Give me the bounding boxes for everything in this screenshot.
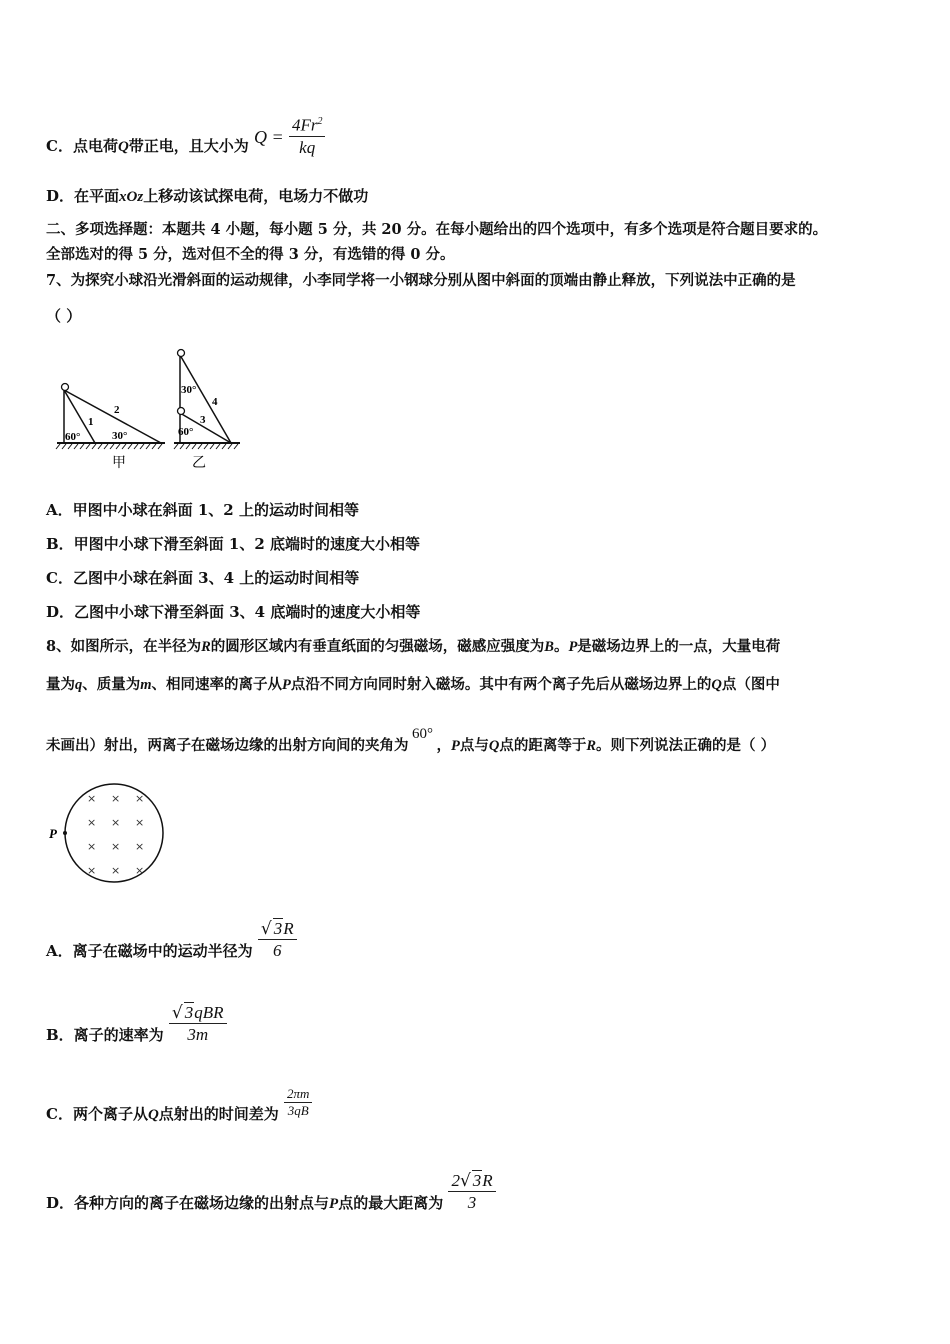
- q8-stem-line2: 量为q、质量为m、相同速率的离子从P点沿不同方向同时射入磁场。其中有两个离子先后从磁场边界上的Q点（图中: [46, 676, 780, 693]
- fig-angle-60-jia: 60°: [65, 431, 81, 443]
- fig-label-jia: 甲: [112, 455, 126, 471]
- fig-incline-2: 2: [114, 404, 120, 416]
- svg-text:×: ×: [87, 792, 97, 805]
- svg-text:×: ×: [135, 816, 145, 829]
- q8-option-d: D．各种方向的离子在磁场边缘的出射点与P点的最大距离为 $\frac{2√ 3R}{3}$: [46, 1170, 496, 1214]
- fig-incline-4: 4: [212, 396, 218, 408]
- fig-angle-60-yi: 60°: [178, 426, 194, 438]
- q6-option-d: D．在平面xOz上移动该试探电荷，电场力不做功: [46, 187, 369, 205]
- q8-d-fraction: $\frac{2√ 3R}{3}$: [448, 1170, 495, 1214]
- q8-magnetic-field-figure: [44, 780, 174, 890]
- q7-answer-blank: （ ）: [46, 307, 82, 325]
- section2-header-line1: 二、多项选择题：本题共 4 小题，每小题 5 分，共 20 分。在每小题给出的四个选项中，有多个选项是符合题目要求的。: [46, 221, 828, 238]
- q7-option-d: D．乙图中小球下滑至斜面 3、4 底端时的速度大小相等: [46, 603, 421, 621]
- fig-incline-1: 1: [88, 416, 94, 428]
- fig-angle-30-yi: 30°: [181, 384, 197, 396]
- q8-stem-line1: 8、如图所示，在半径为R的圆形区域内有垂直纸面的匀强磁场，磁感应强度为B。P是磁场边界上的一点，大量电荷: [46, 638, 781, 655]
- q8-option-b: B．离子的速率为 $\frac{\text{√ 3qBR}}{3m}$: [46, 1002, 227, 1046]
- q7-option-c: C．乙图中小球在斜面 3、4 上的运动时间相等: [46, 569, 360, 587]
- svg-text:×: ×: [111, 792, 121, 805]
- q6-c-fraction: $\frac{4Fr^2}{kq}$: [289, 112, 326, 159]
- q7-incline-figure: [42, 340, 272, 475]
- field-crosses: [87, 792, 144, 877]
- q8-option-a: A．离子在磁场中的运动半径为 $\frac{√ 3R}{6}$: [46, 918, 297, 962]
- q8-b-fraction: $\frac{\text{√ 3qBR}}{3m}$: [169, 1002, 227, 1046]
- svg-text:×: ×: [87, 864, 97, 877]
- svg-text:×: ×: [135, 840, 145, 853]
- svg-text:×: ×: [111, 840, 121, 853]
- fig-angle-30-jia: 30°: [112, 430, 128, 442]
- q7-option-a: A．甲图中小球在斜面 1、2 上的运动时间相等: [46, 501, 359, 519]
- q7-option-b: B．甲图中小球下滑至斜面 1、2 底端时的速度大小相等: [46, 535, 420, 553]
- q8-a-fraction: $\frac{√ 3R}{6}$: [258, 918, 297, 962]
- svg-text:×: ×: [87, 816, 97, 829]
- angle-60: 60°: [412, 726, 433, 742]
- q8-c-fraction: $\frac{2\pi m}{3qB}$: [284, 1086, 312, 1119]
- section2-header-line2: 全部选对的得 5 分，选对但不全的得 3 分，有选错的得 0 分。: [46, 246, 455, 263]
- q8-stem-line3: 未画出）射出，两离子在磁场边缘的出射方向间的夹角为60°，P点与Q点的距离等于R。则下列说法正确的是（ ）: [46, 726, 776, 754]
- svg-text:×: ×: [135, 792, 145, 805]
- svg-text:×: ×: [135, 864, 145, 877]
- fig-p-label: P: [49, 826, 57, 841]
- q6-option-c: C．点电荷Q带正电，且大小为 Q = $\frac{4Fr^2}{kq}$: [46, 112, 325, 159]
- svg-text:×: ×: [111, 864, 121, 877]
- svg-text:×: ×: [87, 840, 97, 853]
- svg-text:×: ×: [111, 816, 121, 829]
- fig-incline-3: 3: [200, 414, 206, 426]
- q8-option-c: C．两个离子从Q点射出的时间差为 $\frac{2\pi m}{3qB}$: [46, 1086, 312, 1119]
- fig-label-yi: 乙: [192, 455, 206, 471]
- q7-stem: 7、为探究小球沿光滑斜面的运动规律，小李同学将一小钢球分别从图中斜面的顶端由静止释放，下列说法中正确的是: [46, 272, 796, 289]
- q-lhs: Q =: [254, 127, 284, 148]
